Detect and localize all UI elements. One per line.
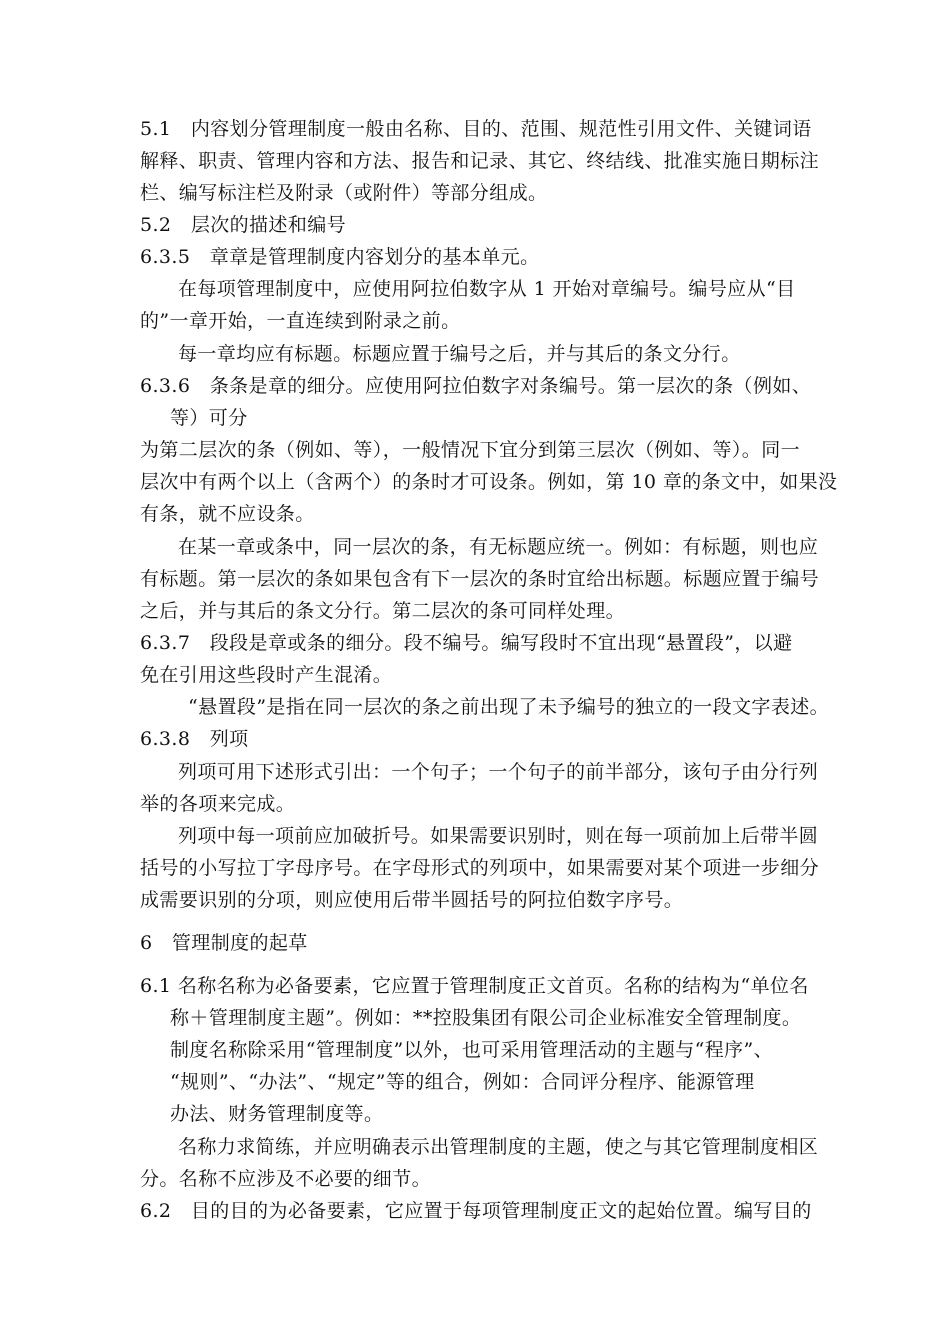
section-6-3-8-line-3: 举的各项来完成。 <box>140 793 296 815</box>
section-6-3-7-line-1: 6.3.7 段段是章或条的细分。段不编号。编写段时不宜出现“悬置段”，以避 <box>140 632 793 654</box>
section-6-3-6-line-6: 在某一章或条中，同一层次的条，有无标题应统一。例如：有标题，则也应 <box>178 536 819 558</box>
section-6-3-5-line-2: 在每项管理制度中，应使用阿拉伯数字从 1 开始对章编号。编号应从“目 <box>178 278 796 300</box>
section-6-1-line-6: 名称力求简练，并应明确表示出管理制度的主题，使之与其它管理制度相区 <box>178 1136 819 1158</box>
section-6-3-8-line-2: 列项可用下述形式引出：一个句子；一个句子的前半部分，该句子由分行列 <box>178 761 819 783</box>
section-6-3-8-line-6: 成需要识别的分项，则应使用后带半圆括号的阿拉伯数字序号。 <box>140 889 684 911</box>
section-6-3-5-line-3: 的”一章开始，一直连续到附录之前。 <box>140 310 461 332</box>
section-6-1-line-3: 制度名称除采用“管理制度”以外，也可采用管理活动的主题与“程序”、 <box>170 1039 774 1061</box>
section-5-1-line-1: 5.1 内容划分管理制度一般由名称、目的、范围、规范性引用文件、关键词语 <box>140 118 812 140</box>
section-6-3-8-heading: 6.3.8 列项 <box>140 728 249 750</box>
section-6-3-6-line-3: 为第二层次的条（例如、等），一般情况下宜分到第三层次（例如、等）。同一 <box>140 439 801 461</box>
section-6-3-7-line-2: 免在引用这些段时产生混淆。 <box>140 664 393 686</box>
section-6-1-line-4: “规则”、“办法”、“规定”等的组合，例如：合同评分程序、能源管理 <box>170 1071 755 1093</box>
section-6-3-6-line-4: 层次中有两个以上（含两个）的条时才可设条。例如，第 10 章的条文中，如果没 <box>140 471 838 493</box>
section-6-3-6-line-7: 有标题。第一层次的条如果包含有下一层次的条时宜给出标题。标题应置于编号 <box>140 568 820 590</box>
section-6-3-8-line-4: 列项中每一项前应加破折号。如果需要识别时，则在每一项前加上后带半圆 <box>178 825 819 847</box>
section-6-3-6-line-2: 等）可分 <box>170 407 248 429</box>
section-5-2-heading: 5.2 层次的描述和编号 <box>140 214 347 236</box>
section-6-3-5-line-1: 6.3.5 章章是管理制度内容划分的基本单元。 <box>140 246 540 268</box>
section-6-3-6-line-8: 之后，并与其后的条文分行。第二层次的条可同样处理。 <box>140 600 626 622</box>
section-5-1-line-2: 解释、职责、管理内容和方法、报告和记录、其它、终结线、批准实施日期标注 <box>140 150 820 172</box>
section-6-3-6-line-5: 有条，就不应设条。 <box>140 503 315 525</box>
section-6-3-5-line-4: 每一章均应有标题。标题应置于编号之后，并与其后的条文分行。 <box>178 343 741 365</box>
chapter-6-heading: 6 管理制度的起草 <box>140 932 308 954</box>
section-6-2-line-1: 6.2 目的目的为必备要素，它应置于每项管理制度正文的起始位置。编写目的 <box>140 1200 812 1222</box>
section-6-3-6-line-1: 6.3.6 条条是章的细分。应使用阿拉伯数字对条编号。第一层次的条（例如、 <box>140 375 812 397</box>
section-6-3-7-line-3: “悬置段”是指在同一层次的条之前出现了未予编号的独立的一段文字表述。 <box>188 696 830 718</box>
section-6-1-line-7: 分。名称不应涉及不必要的细节。 <box>140 1168 432 1190</box>
section-6-1-line-5: 办法、财务管理制度等。 <box>170 1103 384 1125</box>
section-5-1-line-3: 栏、编写标注栏及附录（或附件）等部分组成。 <box>140 182 548 204</box>
section-6-1-line-2: 称＋管理制度主题”。例如：**控股集团有限公司企业标准安全管理制度。 <box>170 1007 802 1029</box>
section-6-3-8-line-5: 括号的小写拉丁字母序号。在字母形式的列项中，如果需要对某个项进一步细分 <box>140 857 820 879</box>
section-6-1-line-1: 6.1 名称名称为必备要素，它应置于管理制度正文首页。名称的结构为“单位名 <box>140 975 809 997</box>
